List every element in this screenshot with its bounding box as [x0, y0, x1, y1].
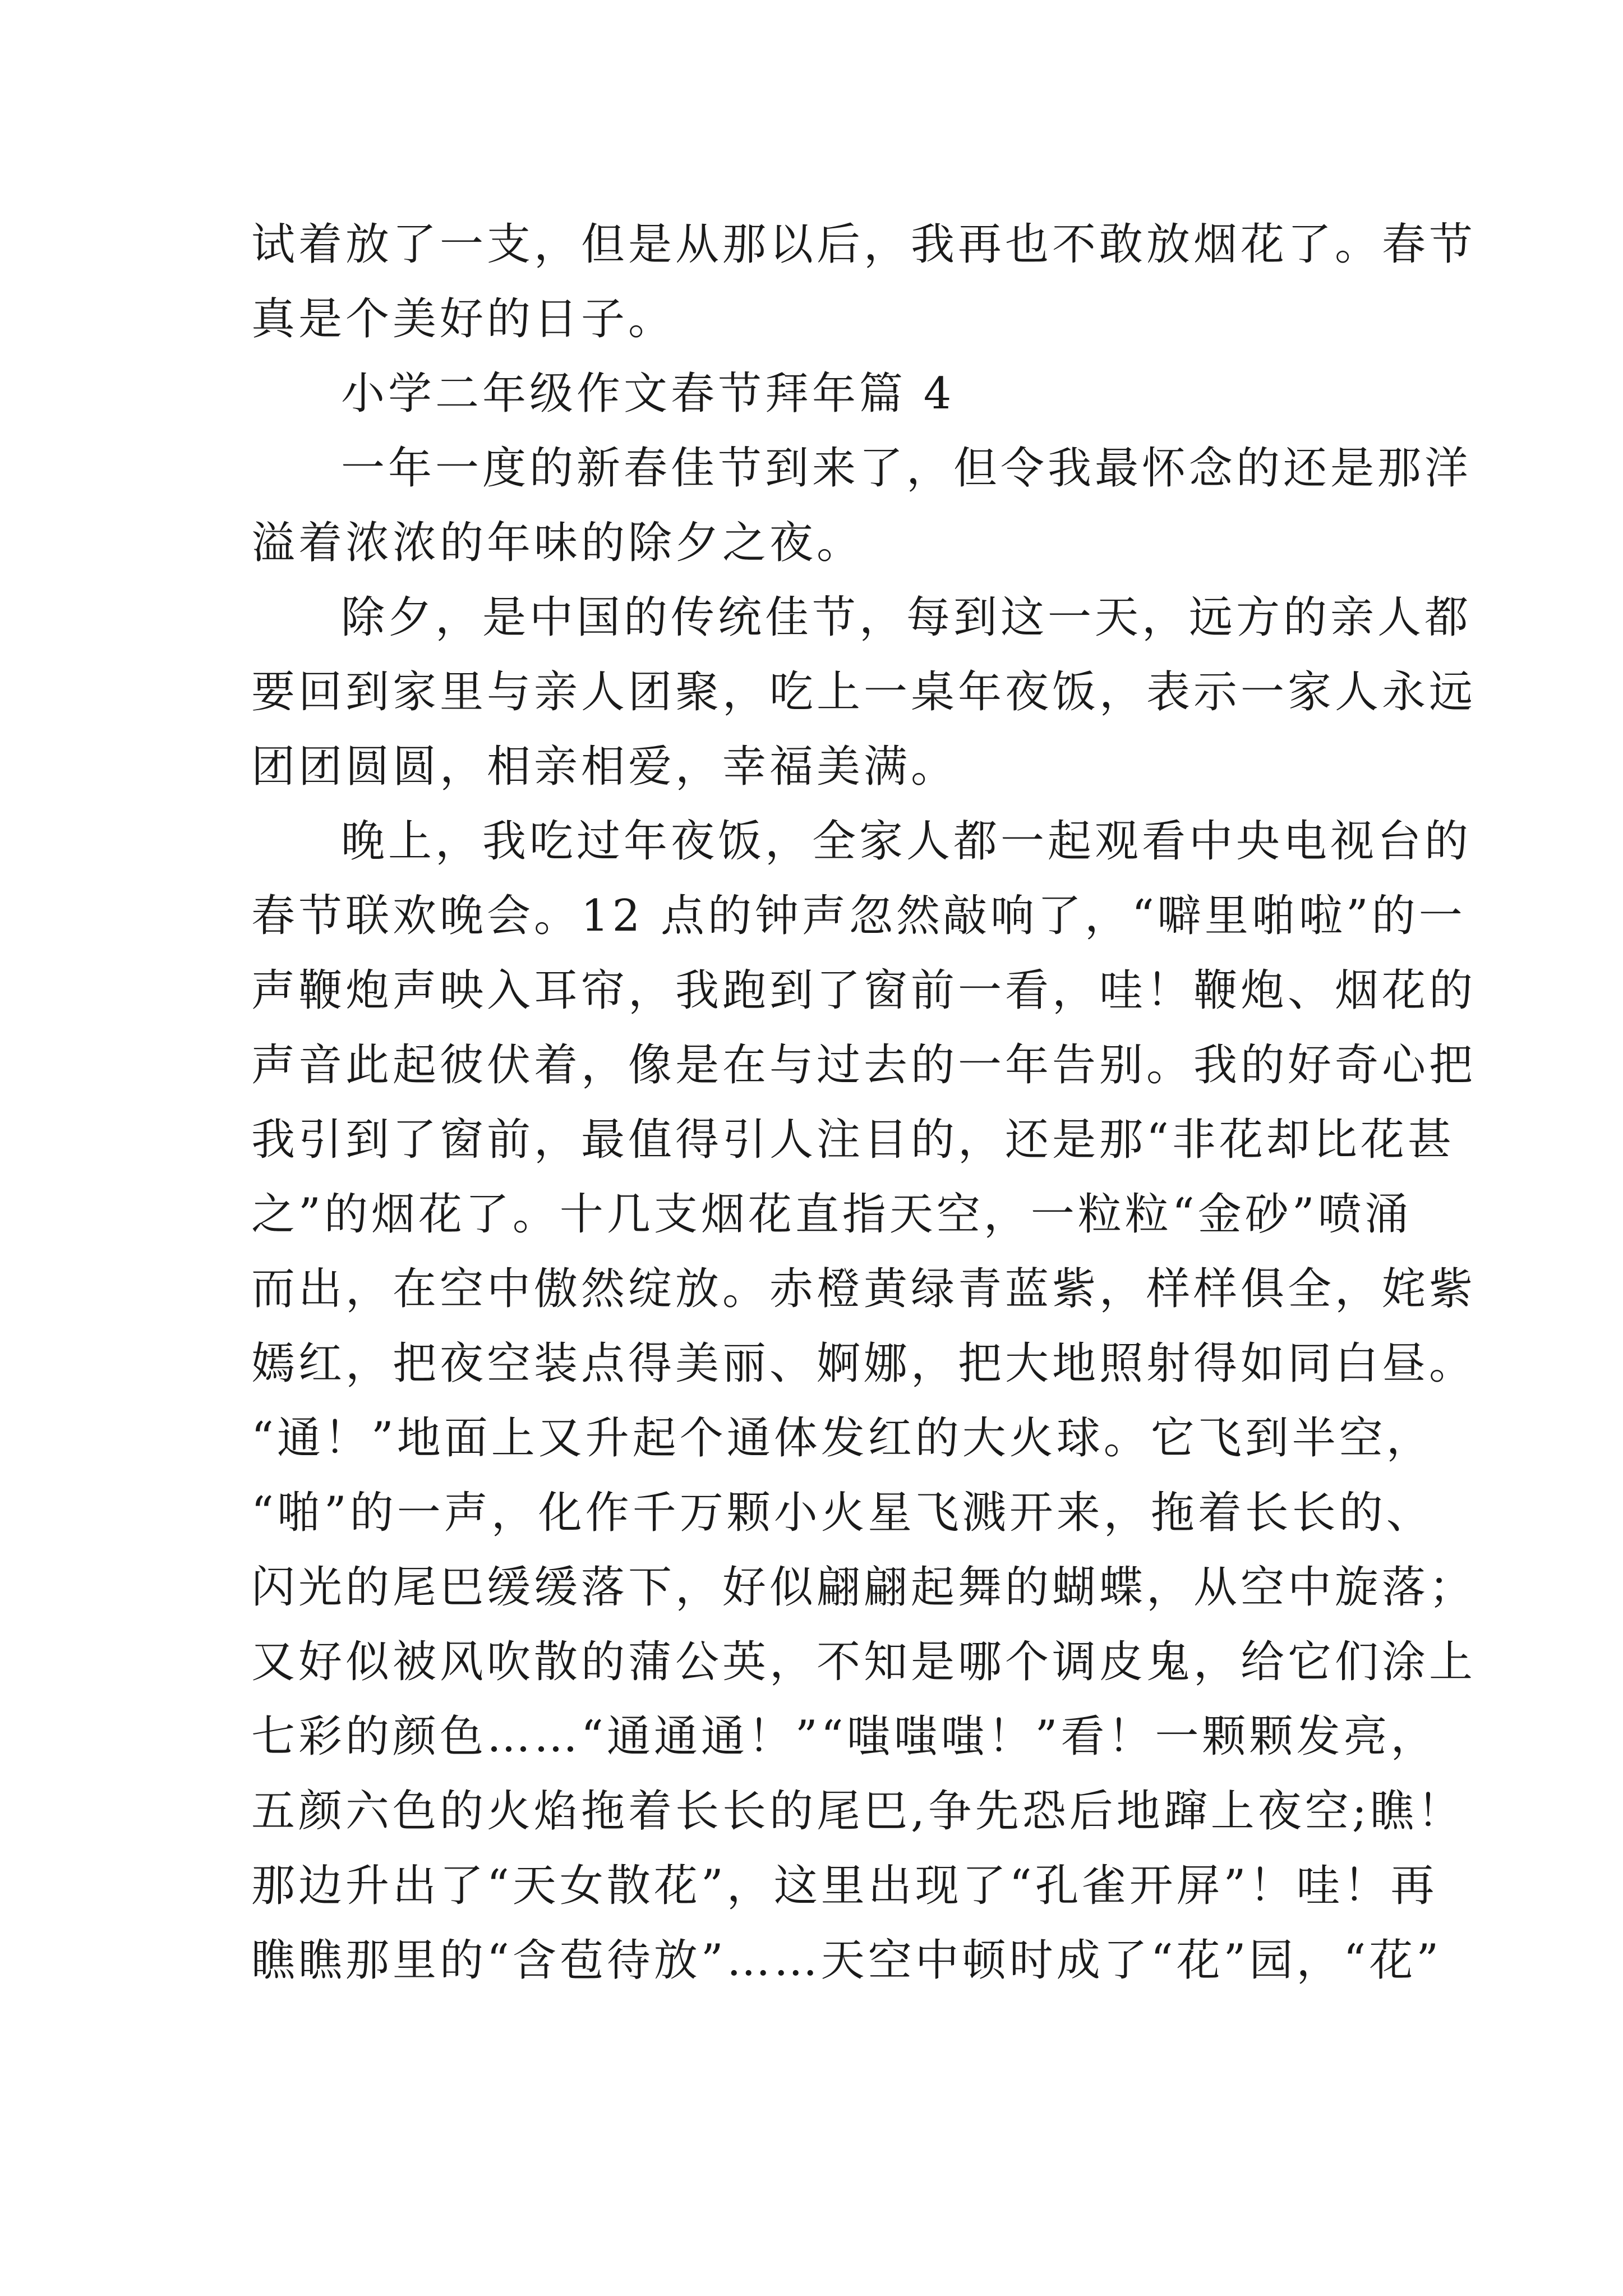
document-body: [251, 208, 1477, 1998]
text-line: 一年一度的新春佳节到来了，但令我最怀念的还是那洋: [341, 443, 1472, 494]
text-line: 真是个美好的日子。: [251, 294, 676, 344]
text-line: 五颜六色的火焰拖着长长的尾巴,争先恐后地蹿上夜空;瞧！: [251, 1786, 1465, 1837]
text-line: 嫣红，把夜空装点得美丽、婀娜，把大地照射得如同白昼。: [251, 1338, 1477, 1389]
text-line: 溢着浓浓的年味的除夕之夜。: [251, 518, 864, 568]
text-line: 晚上，我吃过年夜饭，全家人都一起观看中央电视台的: [341, 816, 1472, 867]
text-line: 那边升出了“天女散花”，这里出现了“孔雀开屏”！哇！再: [251, 1861, 1438, 1911]
text-line: “啪”的一声，化作千万颗小火星飞溅开来，拖着长长的、: [251, 1488, 1433, 1538]
text-line: 要回到家里与亲人团聚，吃上一桌年夜饭，表示一家人永远: [251, 667, 1477, 717]
text-line: 声音此起彼伏着，像是在与过去的一年告别。我的好奇心把: [251, 1040, 1477, 1091]
text-line: 而出，在空中傲然绽放。赤橙黄绿青蓝紫，样样俱全，姹紫: [251, 1264, 1477, 1314]
text-line: 瞧瞧那里的“含苞待放”……天空中顿时成了“花”园，“花”: [251, 1935, 1442, 1986]
text-line: 我引到了窗前，最值得引人注目的，还是那“非花却比花甚: [251, 1115, 1455, 1165]
text-line: 闪光的尾巴缓缓落下，好似翩翩起舞的蝴蝶，从空中旋落；: [251, 1562, 1477, 1613]
text-line: 又好似被风吹散的蒲公英，不知是哪个调皮鬼，给它们涂上: [251, 1637, 1477, 1687]
text-line: 除夕，是中国的传统佳节，每到这一天，远方的亲人都: [341, 592, 1472, 643]
text-line: 之”的烟花了。十几支烟花直指天空，一粒粒“金砂”喷涌: [251, 1189, 1412, 1240]
section-heading: 小学二年级作文春节拜年篇 4: [341, 369, 955, 419]
text-line: 七彩的颜色……“通通通！”“嗤嗤嗤！”看！一颗颗发亮，: [251, 1711, 1438, 1762]
text-line: “通！”地面上又升起个通体发红的大火球。它飞到半空，: [251, 1413, 1433, 1464]
text-line: 声鞭炮声映入耳帘，我跑到了窗前一看，哇！鞭炮、烟花的: [251, 965, 1477, 1016]
text-line: 团团圆圆，相亲相爱，幸福美满。: [251, 742, 958, 792]
text-line: 春节联欢晚会。12 点的钟声忽然敲响了，“噼里啪啦”的一: [251, 891, 1466, 941]
text-line: 试着放了一支，但是从那以后，我再也不敢放烟花了。春节: [251, 219, 1477, 270]
